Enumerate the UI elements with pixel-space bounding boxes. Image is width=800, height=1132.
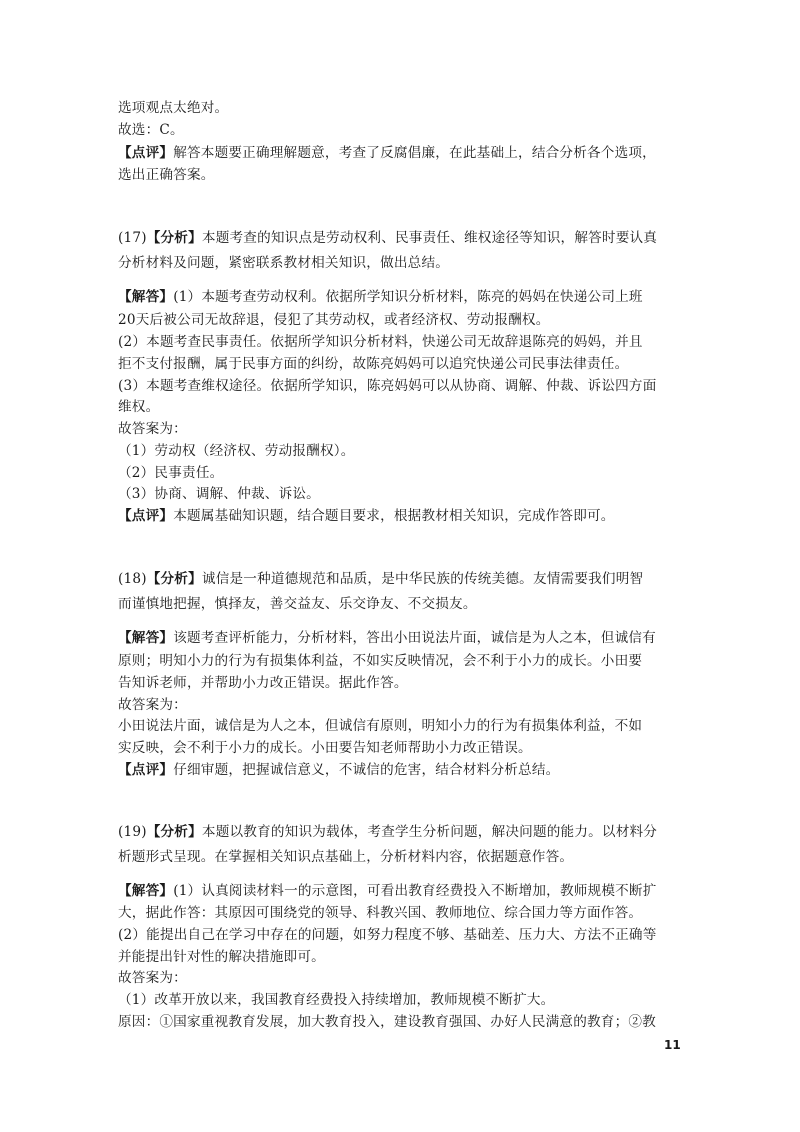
text-line: （1）改革开放以来，我国教育经费投入持续增加，教师规模不断扩大。 [118,992,555,1008]
question-number: (18) [118,571,147,587]
text-line: 拒不支付报酬，属于民事方面的纠纷，故陈亮妈妈可以追究快递公司民事法律责任。 [118,356,629,372]
text-line: 分析材料及问题，紧密联系教材相关知识，做出总结。 [118,255,450,271]
text-line: 维权。 [118,399,160,415]
text-line: 原因：①国家重视教育发展，加大教育投入，建设教育强国、办好人民满意的教育；②教 [118,1014,656,1030]
question-number: (17) [118,230,147,246]
text-line: 析题形式呈现。在掌握相关知识点基础上，分析材料内容，依据题意作答。 [118,849,574,865]
text-line: (18)【分析】诚信是一种道德规范和品质，是中华民族的传统美德。友情需要我们明智 [118,571,644,587]
answer-tag: 【解答】 [118,289,174,305]
text-line: 故选：C。 [118,122,184,138]
text-line: 故答案为： [118,421,187,437]
text-line: 【点评】本题属基础知识题，结合题目要求，根据教材相关知识，完成作答即可。 [118,508,615,524]
text-line: 故答案为： [118,970,187,986]
comment-tag: 【点评】 [118,145,174,161]
text-line: 并能提出针对性的解决措施即可。 [118,949,325,965]
comment-tag: 【点评】 [118,508,174,524]
text-line: 【解答】(1）本题考查劳动权利。依据所学知识分析材料，陈亮的妈妈在快递公司上班 [118,289,643,305]
text-line: （2）民事责任。 [118,465,224,481]
text-line: 【解答】(1）认真阅读材料一的示意图，可看出教育经费投入不断增加，教师规模不断扩 [118,883,657,899]
text-line: （1）劳动权（经济权、劳动报酬权）。 [118,443,355,459]
text-line: 原则；明知小力的行为有损集体利益，不如实反映情况，会不利于小力的成长。小田要 [118,653,643,669]
text-line: 小田说法片面，诚信是为人之本，但诚信有原则，明知小力的行为有损集体利益，不如 [118,718,643,734]
text-line: (2）本题考查民事责任。依据所学知识分析材料，快递公司无故辞退陈亮的妈妈，并且 [118,334,643,350]
text-line: (19)【分析】本题以教育的知识为载体，考查学生分析问题，解决问题的能力。以材料分 [118,824,658,840]
text-line: (17)【分析】本题考查的知识点是劳动权利、民事责任、维权途径等知识，解答时要认真 [118,230,658,246]
text-line: 【解答】该题考查评析能力，分析材料，答出小田说法片面，诚信是为人之本，但诚信有 [118,630,656,646]
text-line: 故答案为： [118,697,187,713]
text-line: 大，据此作答：其原因可围绕党的领导、科教兴国、教师地位、综合国力等方面作答。 [118,905,643,921]
question-number: (19) [118,824,147,840]
text-line: 【点评】解答本题要正确理解题意，考查了反腐倡廉，在此基础上，结合分析各个选项， [118,145,656,161]
comment-tag: 【点评】 [118,762,174,778]
text-line: 20天后被公司无故辞退，侵犯了其劳动权，或者经济权、劳动报酬权。 [118,312,550,328]
text-line: 选项观点太绝对。 [118,100,229,116]
analysis-tag: 【分析】 [146,571,202,587]
analysis-tag: 【分析】 [146,824,202,840]
text-line: (3）本题考查维权途径。依据所学知识，陈亮妈妈可以从协商、调解、仲裁、诉讼四方面 [118,378,657,394]
analysis-tag: 【分析】 [146,230,202,246]
answer-tag: 【解答】 [118,630,174,646]
text-line: 而谨慎地把握，慎择友，善交益友、乐交诤友、不交损友。 [118,596,477,612]
text-line: 【点评】仔细审题，把握诚信意义，不诚信的危害，结合材料分析总结。 [118,762,560,778]
page-number: 11 [664,1038,681,1052]
text-line: 实反映，会不利于小力的成长。小田要告知老师帮助小力改正错误。 [118,740,532,756]
text-line: 告知诉老师，并帮助小力改正错误。据此作答。 [118,675,408,691]
text-line: (2）能提出自己在学习中存在的问题，如努力程度不够、基础差、压力大、方法不正确等 [118,927,657,943]
answer-tag: 【解答】 [118,883,174,899]
text-line: （3）协商、调解、仲裁、诉讼。 [118,486,320,502]
text-line: 选出正确答案。 [118,167,215,183]
